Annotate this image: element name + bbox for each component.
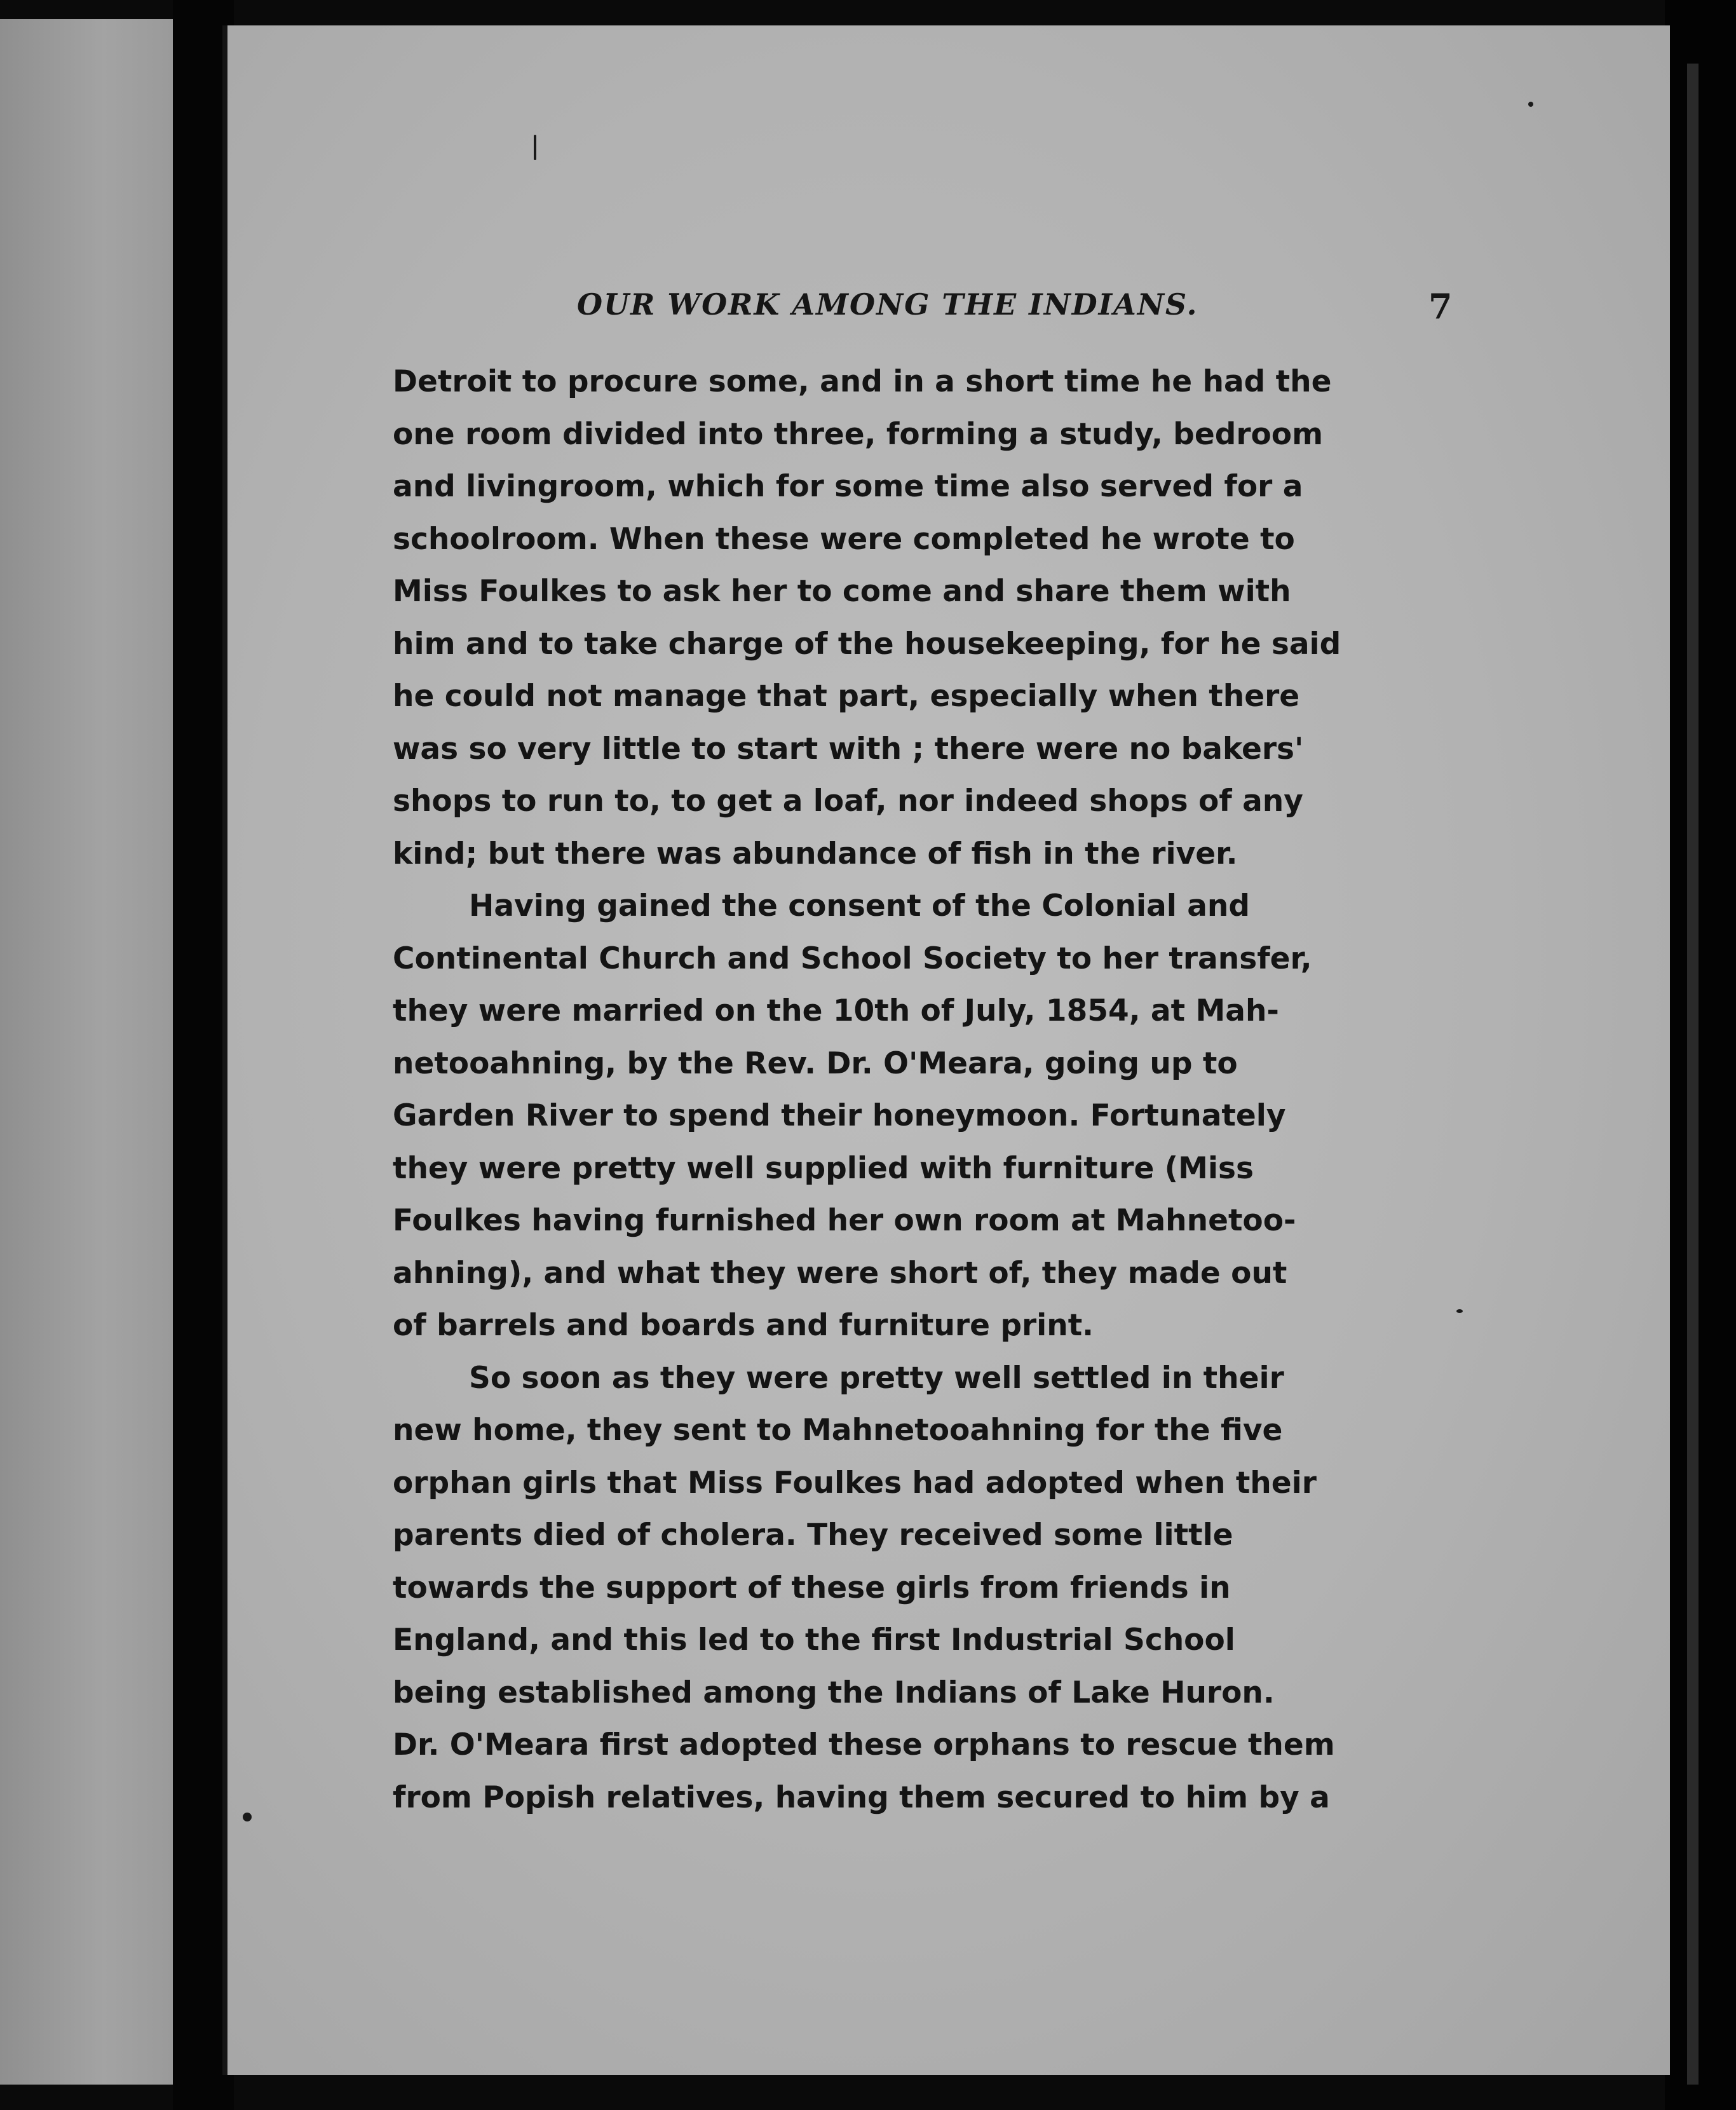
- body-text: [393, 356, 1441, 1824]
- text-line: new home, they sent to Mahnetooahning for the five: [393, 1413, 1283, 1448]
- dust-speck: [1528, 102, 1533, 107]
- text-line: they were pretty well supplied with furniture (Miss: [393, 1150, 1254, 1186]
- text-line: schoolroom. When these were completed he wrote to: [393, 521, 1295, 557]
- text-line: he could not manage that part, especially when there: [393, 679, 1300, 714]
- text-line: netooahning, by the Rev. Dr. O'Meara, going up to: [393, 1045, 1238, 1081]
- text-line: towards the support of these girls from friends in: [393, 1570, 1231, 1605]
- text-line: kind; but there was abundance of fish in the river.: [393, 836, 1238, 871]
- text-line: Garden River to spend their honeymoon. Fortunately: [393, 1098, 1286, 1133]
- text-line: and livingroom, which for some time also served for a: [393, 469, 1303, 504]
- text-line: from Popish relatives, having them secured to him by a: [393, 1780, 1330, 1815]
- paragraph-first-line: So soon as they were pretty well settled in their: [469, 1360, 1284, 1396]
- text-line: Foulkes having furnished her own room at Mahnetoo-: [393, 1203, 1296, 1238]
- scan-border-right: [1665, 0, 1736, 2110]
- dust-speck: [1456, 1309, 1463, 1313]
- text-line: of barrels and boards and furniture print.: [393, 1308, 1094, 1343]
- text-line: ahning), and what they were short of, they made out: [393, 1255, 1287, 1291]
- text-line: was so very little to start with ; there were no bakers': [393, 731, 1304, 766]
- text-line: they were married on the 10th of July, 1854, at Mah-: [393, 993, 1279, 1028]
- text-line: orphan girls that Miss Foulkes had adopted when their: [393, 1465, 1317, 1501]
- text-line: Continental Church and School Society to her transfer,: [393, 941, 1312, 976]
- text-line: one room divided into three, forming a study, bedroom: [393, 416, 1324, 452]
- text-line: Miss Foulkes to ask her to come and share them with: [393, 574, 1291, 609]
- text-line: shops to run to, to get a loaf, nor indeed shops of any: [393, 784, 1303, 819]
- page-edge-strip: [1687, 64, 1699, 2085]
- dust-speck: [534, 135, 536, 160]
- text-line: parents died of cholera. They received some little: [393, 1518, 1233, 1553]
- dust-speck: [243, 1813, 252, 1821]
- paragraph-first-line: Having gained the consent of the Colonial and: [469, 888, 1251, 923]
- text-line: England, and this led to the first Industrial School: [393, 1623, 1235, 1657]
- text-line: Detroit to procure some, and in a short time he had the: [393, 364, 1332, 399]
- book-page: [222, 25, 1670, 2075]
- running-head-title: OUR WORK AMONG THE INDIANS.: [577, 287, 1198, 322]
- facing-page-edge: [0, 19, 173, 2085]
- text-line: being established among the Indians of Lake Huron.: [393, 1675, 1275, 1710]
- text-line: him and to take charge of the housekeeping, for he said: [393, 626, 1341, 662]
- page-number: 7: [1428, 286, 1453, 327]
- running-head: [227, 282, 1670, 339]
- text-line: Dr. O'Meara first adopted these orphans to rescue them: [393, 1727, 1335, 1762]
